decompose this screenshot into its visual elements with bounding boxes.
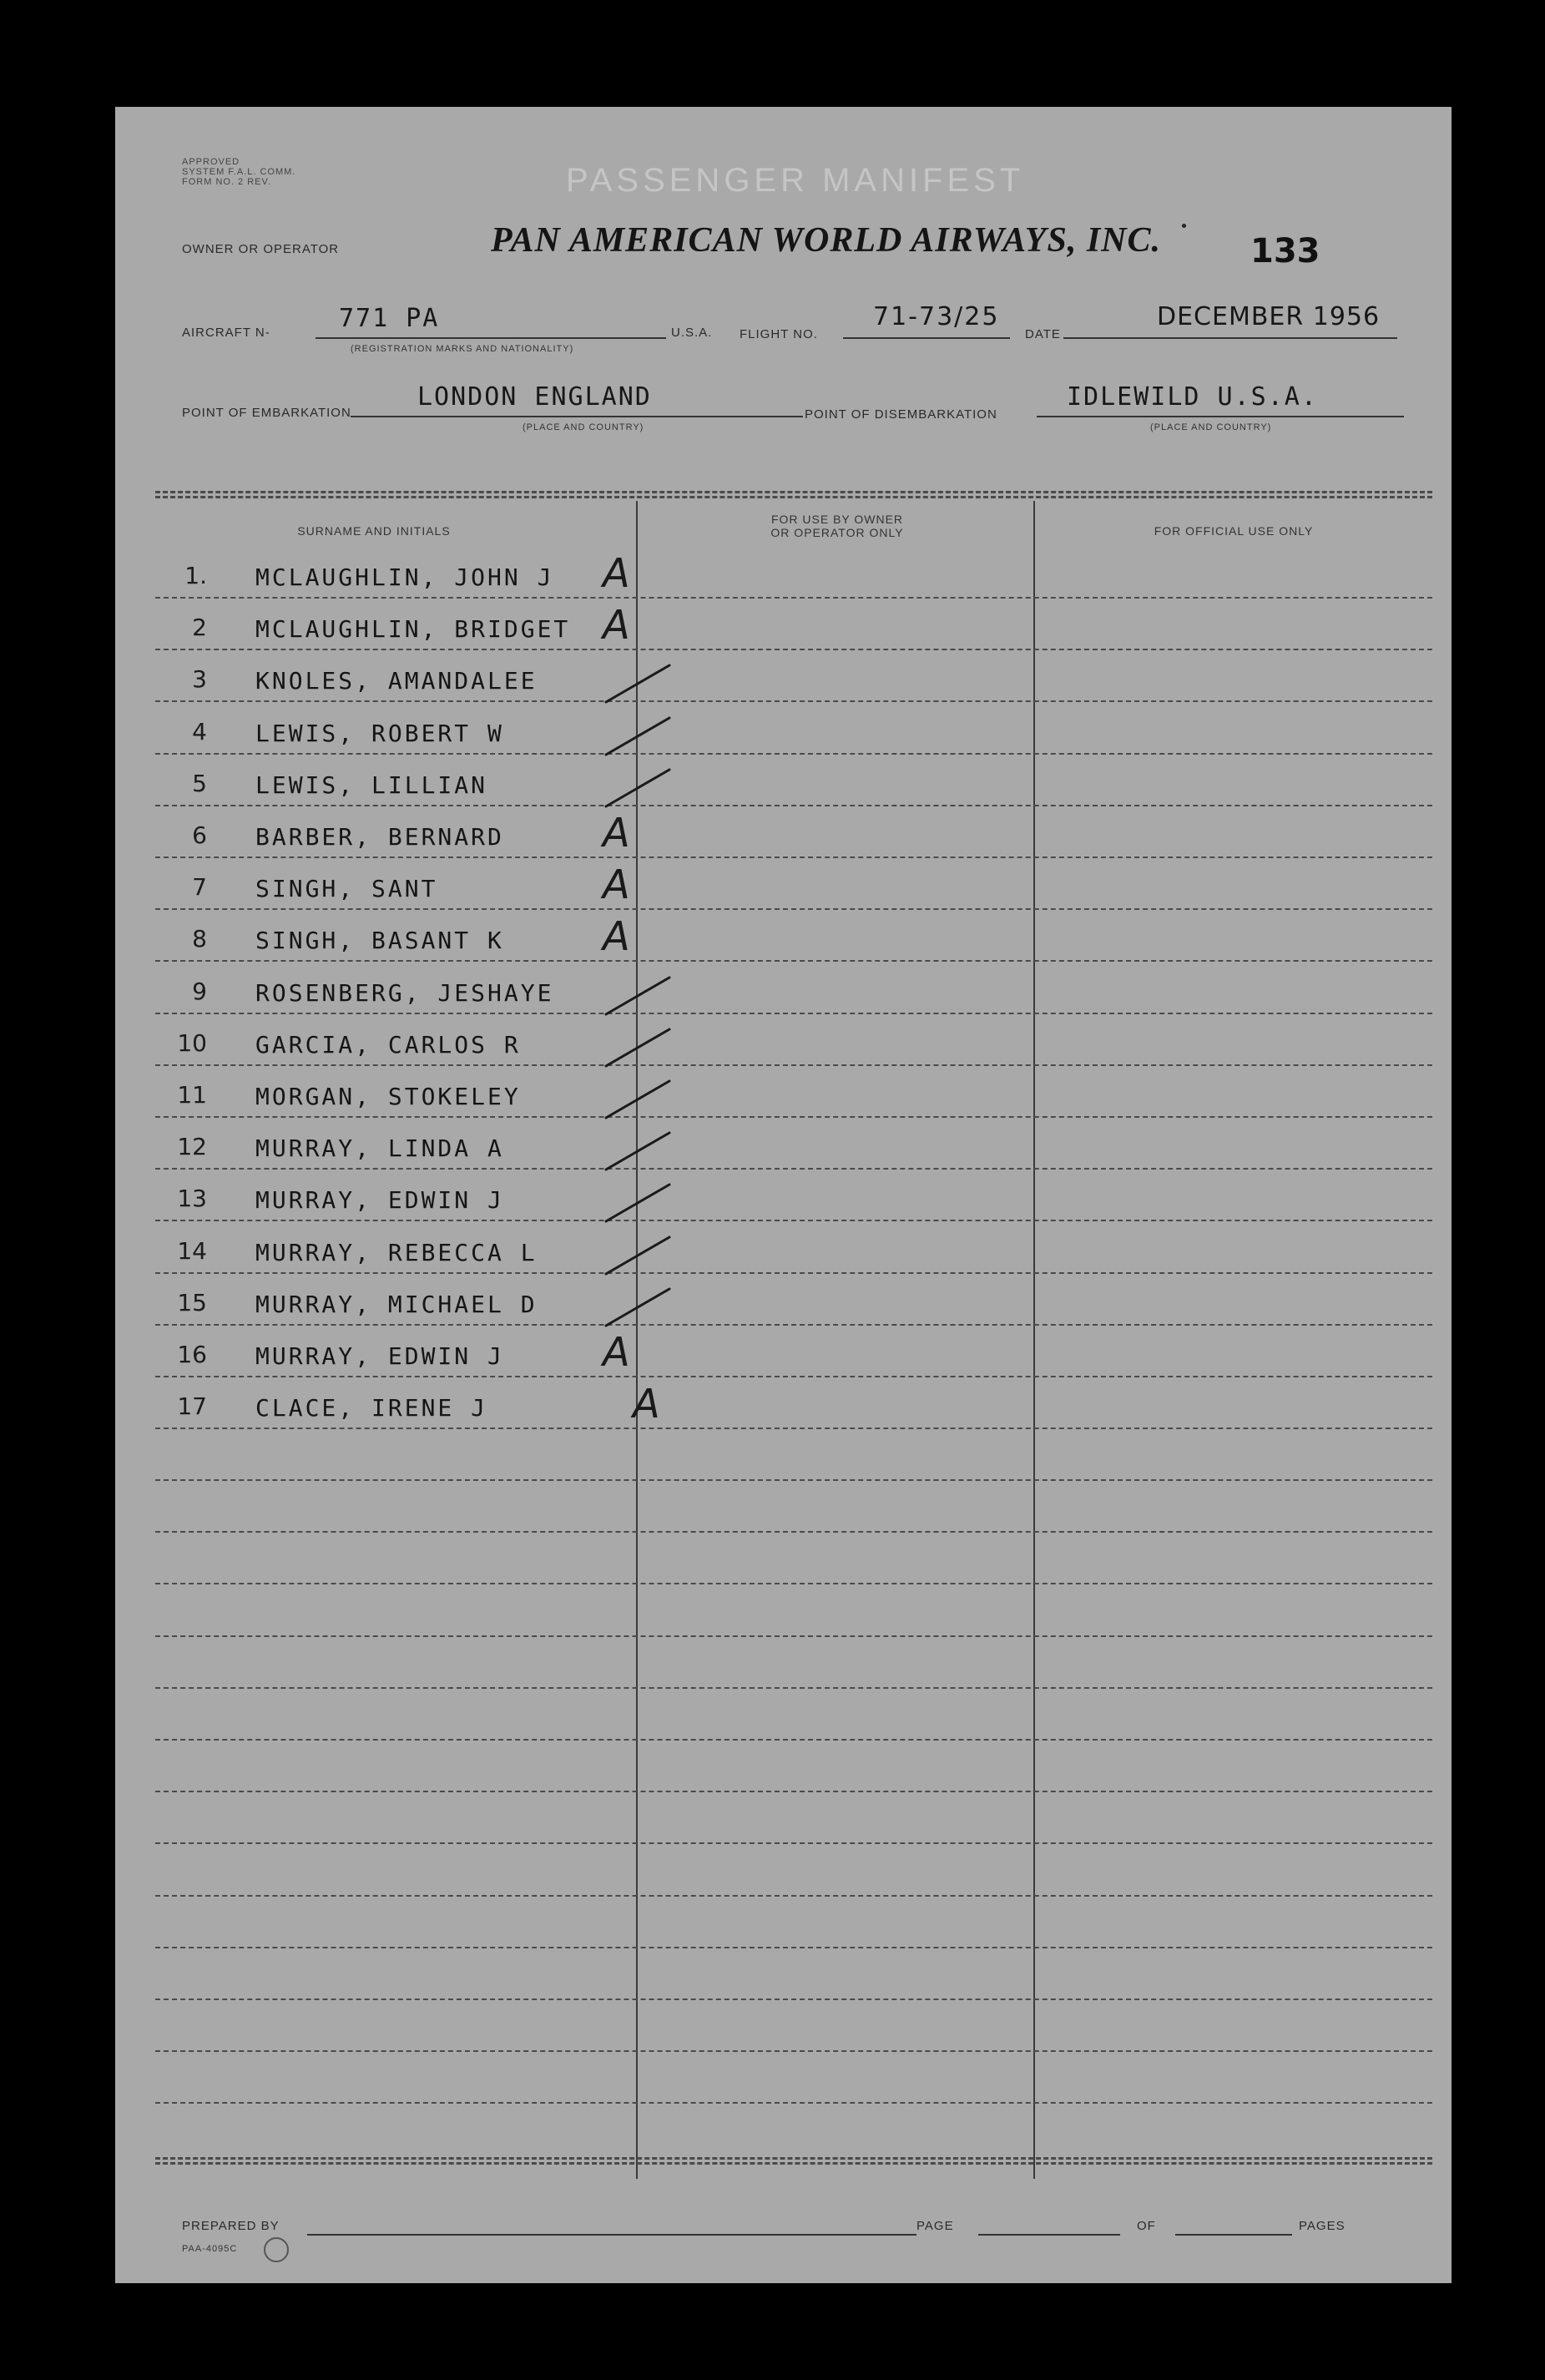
passenger-name: KNOLES, AMANDALEE [255,667,538,695]
stamp-line-2: SYSTEM F.A.L. COMM. [182,167,296,177]
document-title: PASSENGER MANIFEST [566,162,1025,199]
disembarkation-sublabel: (PLACE AND COUNTRY) [1150,422,1272,432]
page-number: 133 [1250,232,1320,270]
row-rule [155,700,1432,702]
aircraft-underline [316,337,666,339]
blank-row-rule [155,2102,1432,2104]
passenger-check-mark [604,1074,671,1124]
passenger-name: MURRAY, REBECCA L [255,1239,538,1266]
passenger-check-mark: A [598,862,634,908]
passenger-name: MCLAUGHLIN, BRIDGET [255,615,571,643]
row-rule [155,908,1432,910]
blank-row-rule [155,1531,1432,1533]
passenger-number: 12 [177,1133,207,1160]
row-rule [155,1376,1432,1377]
passenger-number: 17 [177,1392,207,1420]
stamp-line-3: FORM NO. 2 REV. [182,177,271,187]
approval-stamp [182,157,295,187]
blank-row-rule [155,1947,1432,1948]
date-underline [1063,337,1397,339]
disembarkation-label: POINT OF DISEMBARKATION [805,407,997,422]
embarkation-underline [351,416,803,417]
column-header-official-use: FOR OFFICIAL USE ONLY [1154,524,1314,538]
flight-no-value: 71-73/25 [873,302,1000,331]
blank-row-rule [155,1479,1432,1481]
blank-row-rule [155,1895,1432,1897]
airline-name: PAN AMERICAN WORLD AIRWAYS, INC. [491,221,1162,260]
passenger-name: MURRAY, LINDA A [255,1134,504,1162]
passenger-check-mark [604,1023,671,1073]
blank-row-rule [155,1739,1432,1741]
stamp-line-1: APPROVED [182,157,240,167]
passenger-number: 14 [177,1237,207,1265]
table-top-rule [155,491,1432,493]
passenger-number: 5 [192,770,207,797]
seal-icon [264,2237,289,2262]
passenger-check-mark: A [598,550,634,597]
row-rule [155,1272,1432,1274]
blank-row-rule [155,2050,1432,2052]
row-rule [155,1168,1432,1170]
row-rule [155,597,1432,599]
passenger-name: CLACE, IRENE J [255,1394,488,1422]
row-rule [155,753,1432,755]
passenger-check-mark: A [598,602,634,649]
owner-use-line-1: FOR USE BY OWNER [770,513,904,526]
date-label: DATE [1025,327,1061,341]
form-code: PAA-4095C [182,2244,238,2254]
passenger-number: 6 [192,821,207,849]
passenger-number: 7 [192,873,207,901]
passenger-check-mark [604,1126,671,1176]
row-rule [155,649,1432,650]
blank-row-rule [155,1998,1432,2000]
passenger-number: 2 [192,614,207,641]
passenger-check-mark [604,711,671,761]
passenger-check-mark [604,971,671,1021]
aircraft-label: AIRCRAFT N- [182,326,270,340]
column-header-surname: SURNAME AND INITIALS [297,524,451,538]
embarkation-label: POINT OF EMBARKATION [182,406,351,420]
passenger-number: 3 [192,665,207,693]
passenger-check-mark [604,659,671,709]
table-top-rule-2 [155,496,1432,498]
passenger-check-mark [604,763,671,813]
passenger-name: MCLAUGHLIN, JOHN J [255,563,554,591]
pages-label: PAGES [1299,2219,1346,2233]
table-bottom-rule-2 [155,2162,1432,2165]
passenger-number: 15 [177,1289,207,1316]
blank-row-rule [155,1687,1432,1689]
usa-label: U.S.A. [671,326,713,340]
passenger-number: 13 [177,1185,207,1212]
row-rule [155,1116,1432,1118]
corner-dot [1182,224,1186,228]
passenger-name: LEWIS, ROBERT W [255,720,504,747]
passenger-number: 10 [177,1029,207,1057]
owner-label: OWNER OR OPERATOR [182,242,340,256]
embarkation-value: LONDON ENGLAND [417,382,652,412]
passenger-number: 11 [177,1081,207,1109]
passenger-name: ROSENBERG, JESHAYE [255,979,554,1007]
passenger-name: SINGH, BASANT K [255,927,504,954]
blank-row-rule [155,1583,1432,1584]
passenger-name: SINGH, SANT [255,875,438,902]
passenger-number: 1. [184,562,207,589]
passenger-check-mark [604,1178,671,1228]
row-rule [155,805,1432,806]
row-rule [155,1324,1432,1326]
row-rule [155,1013,1432,1014]
page-label: PAGE [916,2219,954,2233]
passenger-number: 8 [192,925,207,953]
passenger-name: BARBER, BERNARD [255,823,504,851]
passenger-check-mark [604,1230,671,1281]
manifest-page [115,107,1452,2283]
embarkation-sublabel: (PLACE AND COUNTRY) [523,422,644,432]
disembarkation-underline [1037,416,1404,417]
passenger-check-mark: A [598,1329,634,1376]
passenger-check-mark [604,1282,671,1332]
aircraft-sublabel: (REGISTRATION MARKS AND NATIONALITY) [351,344,574,354]
row-rule [155,856,1432,858]
passenger-name: MORGAN, STOKELEY [255,1083,521,1110]
passenger-number: 16 [177,1341,207,1368]
page-line [978,2234,1120,2236]
flight-no-label: FLIGHT NO. [740,327,818,341]
owner-use-line-2: OR OPERATOR ONLY [770,526,904,539]
prepared-by-label: PREPARED BY [182,2219,280,2233]
row-rule [155,1220,1432,1221]
row-rule [155,960,1432,962]
blank-row-rule [155,1791,1432,1792]
date-value: DECEMBER 1956 [1157,302,1381,331]
of-label: OF [1137,2219,1156,2233]
aircraft-value: 771 PA [339,304,440,333]
passenger-name: MURRAY, MICHAEL D [255,1291,538,1318]
passenger-number: 4 [192,718,207,745]
row-rule [155,1427,1432,1429]
passenger-check-mark: A [629,1381,664,1427]
table-bottom-rule [155,2157,1432,2160]
passenger-name: MURRAY, EDWIN J [255,1342,504,1370]
passenger-name: GARCIA, CARLOS R [255,1031,521,1059]
blank-row-rule [155,1842,1432,1844]
flight-no-underline [843,337,1010,339]
blank-row-rule [155,1635,1432,1637]
column-header-owner-use [699,513,975,539]
passenger-check-mark: A [598,913,634,960]
row-rule [155,1064,1432,1066]
passenger-name: LEWIS, LILLIAN [255,771,488,799]
prepared-by-line [307,2234,916,2236]
passenger-number: 9 [192,978,207,1005]
passenger-check-mark: A [598,810,634,856]
of-line [1175,2234,1292,2236]
disembarkation-value: IDLEWILD U.S.A. [1067,382,1318,412]
passenger-name: MURRAY, EDWIN J [255,1186,504,1214]
